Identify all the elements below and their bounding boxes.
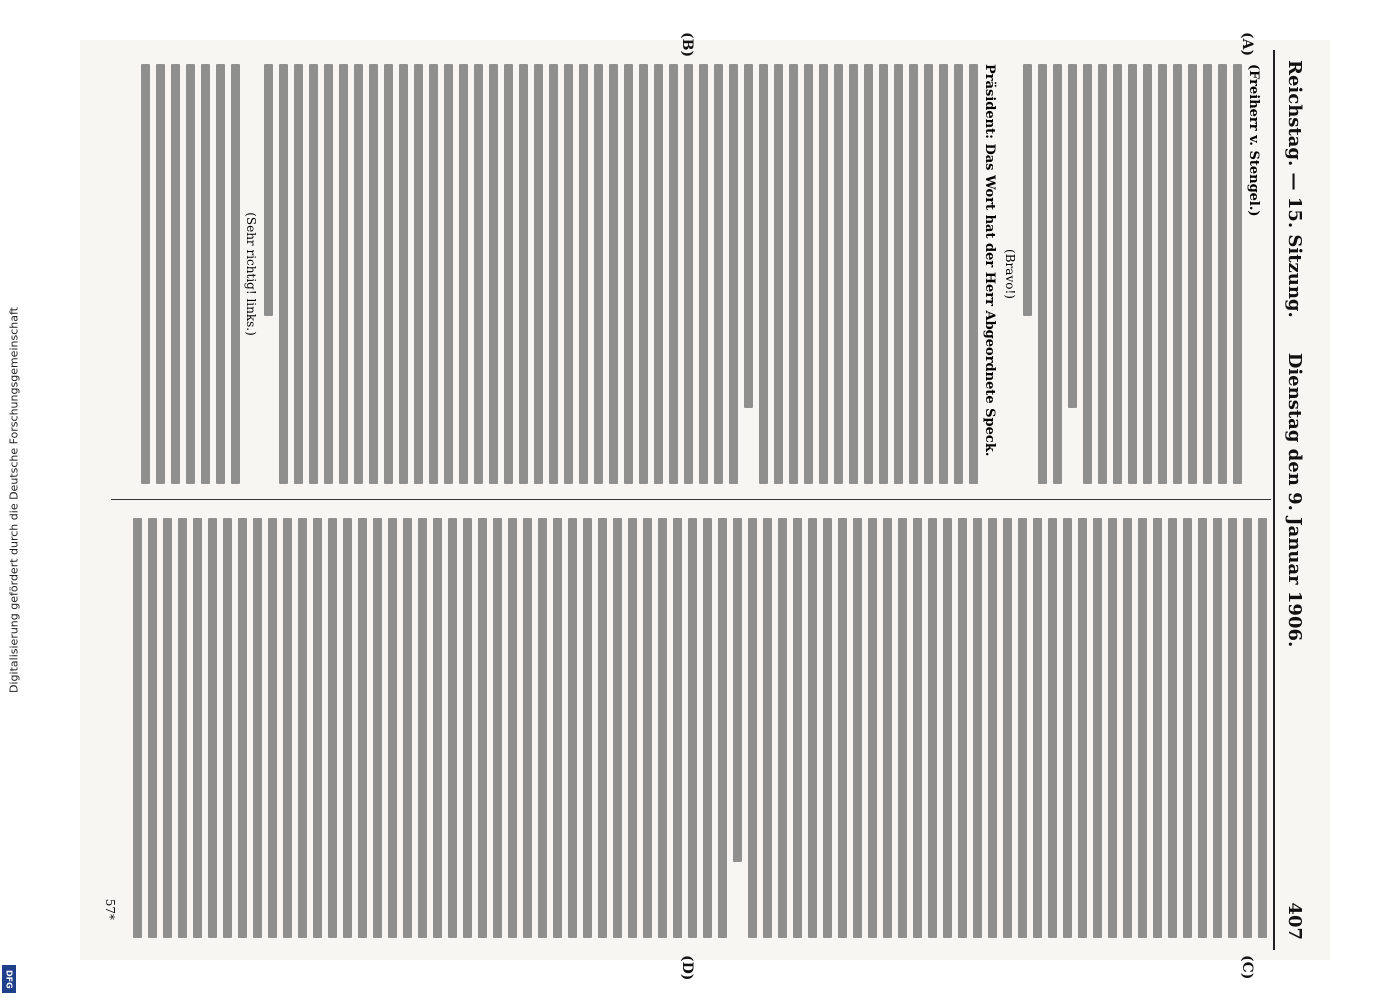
text-line xyxy=(883,518,892,938)
text-line xyxy=(238,518,247,938)
text-line xyxy=(519,64,528,484)
text-line xyxy=(298,518,307,938)
page-number: 407 xyxy=(1284,902,1305,940)
text-line xyxy=(853,518,862,938)
signature-mark: 57* xyxy=(103,898,117,920)
text-line xyxy=(163,518,172,938)
text-line xyxy=(354,64,363,484)
text-line xyxy=(988,518,997,938)
text-line xyxy=(186,64,195,484)
text-line xyxy=(684,64,693,484)
text-line xyxy=(384,64,393,484)
left-column xyxy=(117,64,1267,484)
text-line xyxy=(1053,64,1062,484)
text-line xyxy=(598,518,607,938)
text-line xyxy=(763,518,772,938)
text-line xyxy=(913,518,922,938)
text-line xyxy=(733,518,742,862)
text-line xyxy=(1188,64,1197,484)
text-line xyxy=(283,518,292,938)
text-line xyxy=(201,64,210,484)
text-line xyxy=(969,64,978,484)
text-line xyxy=(1083,64,1092,484)
text-line xyxy=(579,64,588,484)
text-line xyxy=(508,518,517,938)
text-line xyxy=(943,518,952,938)
text-line xyxy=(909,64,918,484)
text-line xyxy=(523,518,532,938)
text-line xyxy=(493,518,502,938)
text-line xyxy=(894,64,903,484)
text-line xyxy=(1093,518,1102,938)
text-line xyxy=(373,518,382,938)
header-center: Dienstag den 9. Januar 1906. xyxy=(1284,352,1305,648)
text-line xyxy=(328,518,337,938)
text-line xyxy=(294,64,303,484)
text-line xyxy=(418,518,427,938)
margin-letter-c: (C) xyxy=(1239,955,1255,980)
text-line xyxy=(171,64,180,484)
text-line xyxy=(1023,64,1032,316)
text-line xyxy=(699,64,708,484)
text-line xyxy=(156,64,165,484)
text-line xyxy=(568,518,577,938)
text-line xyxy=(564,64,573,484)
text-line xyxy=(759,64,768,484)
text-line xyxy=(729,64,738,484)
text-line xyxy=(748,518,757,938)
text-line xyxy=(1203,64,1212,484)
text-line xyxy=(819,64,828,484)
text-line xyxy=(1018,518,1027,938)
text-line xyxy=(369,64,378,484)
running-header xyxy=(1273,50,1315,950)
text-line xyxy=(583,518,592,938)
text-line xyxy=(223,518,232,938)
text-line xyxy=(1168,518,1177,938)
text-line xyxy=(463,518,472,938)
text-line xyxy=(954,64,963,484)
text-line xyxy=(399,64,408,484)
text-line xyxy=(1218,64,1227,484)
text-line xyxy=(823,518,832,938)
text-line xyxy=(594,64,603,484)
text-line xyxy=(148,518,157,938)
text-line xyxy=(654,64,663,484)
text-line xyxy=(264,64,273,316)
text-line xyxy=(178,518,187,938)
text-line xyxy=(1153,518,1162,938)
text-line xyxy=(924,64,933,484)
text-line xyxy=(778,518,787,938)
text-line xyxy=(688,518,697,938)
text-line xyxy=(1128,64,1137,484)
text-line xyxy=(216,64,225,484)
text-line xyxy=(1183,518,1192,938)
text-line xyxy=(489,64,498,484)
text-line xyxy=(534,64,543,484)
text-line xyxy=(1048,518,1057,938)
text-line xyxy=(643,518,652,938)
column-divider xyxy=(111,499,1271,500)
text-line xyxy=(444,64,453,484)
text-line xyxy=(324,64,333,484)
aside-sehr-richtig: (Sehr richtig! links.) xyxy=(244,212,258,336)
speaker-heading-2: Präsident: Das Wort hat der Herr Abgeordnete Speck. xyxy=(982,64,997,457)
text-line xyxy=(1003,518,1012,938)
text-line xyxy=(1098,64,1107,484)
text-line xyxy=(718,518,727,938)
text-line xyxy=(459,64,468,484)
text-line xyxy=(414,64,423,484)
text-line xyxy=(804,64,813,484)
text-line xyxy=(504,64,513,484)
text-line xyxy=(549,64,558,484)
margin-letter-b: (B) xyxy=(679,32,695,58)
text-line xyxy=(1158,64,1167,484)
text-line xyxy=(339,64,348,484)
text-line xyxy=(669,64,678,484)
text-line xyxy=(358,518,367,938)
text-line xyxy=(658,518,667,938)
text-line xyxy=(628,518,637,938)
text-line xyxy=(958,518,967,938)
text-line xyxy=(231,64,240,484)
text-line xyxy=(141,64,150,484)
aside-bravo: (Bravo!) xyxy=(1003,249,1017,299)
text-line xyxy=(193,518,202,938)
text-line xyxy=(868,518,877,938)
text-line xyxy=(448,518,457,938)
text-line xyxy=(864,64,873,484)
right-column xyxy=(117,518,1267,938)
text-line xyxy=(553,518,562,938)
dfg-logo: DFG xyxy=(2,965,16,993)
text-line xyxy=(703,518,712,938)
text-line xyxy=(624,64,633,484)
text-line xyxy=(793,518,802,938)
text-line xyxy=(1078,518,1087,938)
text-line xyxy=(1228,518,1237,938)
margin-letter-d: (D) xyxy=(679,955,695,981)
text-line xyxy=(973,518,982,938)
text-line xyxy=(838,518,847,938)
text-line xyxy=(1198,518,1207,938)
text-line xyxy=(774,64,783,484)
text-line xyxy=(808,518,817,938)
text-line xyxy=(639,64,648,484)
text-line xyxy=(939,64,948,484)
text-line xyxy=(1138,518,1147,938)
text-line xyxy=(1258,518,1267,938)
margin-letter-a: (A) xyxy=(1239,32,1255,57)
digitization-credit xyxy=(4,0,24,1000)
text-line xyxy=(433,518,442,938)
digitization-text: Digitalisierung gefördert durch die Deutsche Forschungsgemeinschaft xyxy=(7,307,21,693)
text-line xyxy=(1108,518,1117,938)
text-line xyxy=(474,64,483,484)
text-line xyxy=(744,64,753,408)
text-line xyxy=(928,518,937,938)
text-line xyxy=(1143,64,1152,484)
text-line xyxy=(673,518,682,938)
rotated-page-content xyxy=(95,32,1315,981)
text-line xyxy=(538,518,547,938)
text-line xyxy=(403,518,412,938)
text-line xyxy=(313,518,322,938)
text-line xyxy=(1123,518,1132,938)
text-line xyxy=(208,518,217,938)
text-line xyxy=(1233,64,1242,484)
text-line xyxy=(1243,518,1252,938)
text-line xyxy=(1173,64,1182,484)
text-line xyxy=(834,64,843,484)
text-line xyxy=(1063,518,1072,938)
text-line xyxy=(133,518,142,938)
text-line xyxy=(1033,518,1042,938)
text-line xyxy=(1213,518,1222,938)
text-line xyxy=(309,64,318,484)
text-line xyxy=(268,518,277,938)
text-line xyxy=(714,64,723,484)
header-left: Reichstag. — 15. Sitzung. xyxy=(1284,60,1305,318)
text-line xyxy=(343,518,352,938)
text-line xyxy=(388,518,397,938)
text-line xyxy=(1113,64,1122,484)
text-line xyxy=(1068,64,1077,408)
text-line xyxy=(879,64,888,484)
text-line xyxy=(253,518,262,938)
text-line xyxy=(789,64,798,484)
text-line xyxy=(429,64,438,484)
text-line xyxy=(1038,64,1047,484)
text-line xyxy=(849,64,858,484)
text-line xyxy=(478,518,487,938)
text-line xyxy=(613,518,622,938)
speaker-heading-1: (Freiherr v. Stengel.) xyxy=(1246,64,1261,217)
scanned-page xyxy=(80,32,1330,981)
text-line xyxy=(898,518,907,938)
text-line xyxy=(609,64,618,484)
text-line xyxy=(279,64,288,484)
